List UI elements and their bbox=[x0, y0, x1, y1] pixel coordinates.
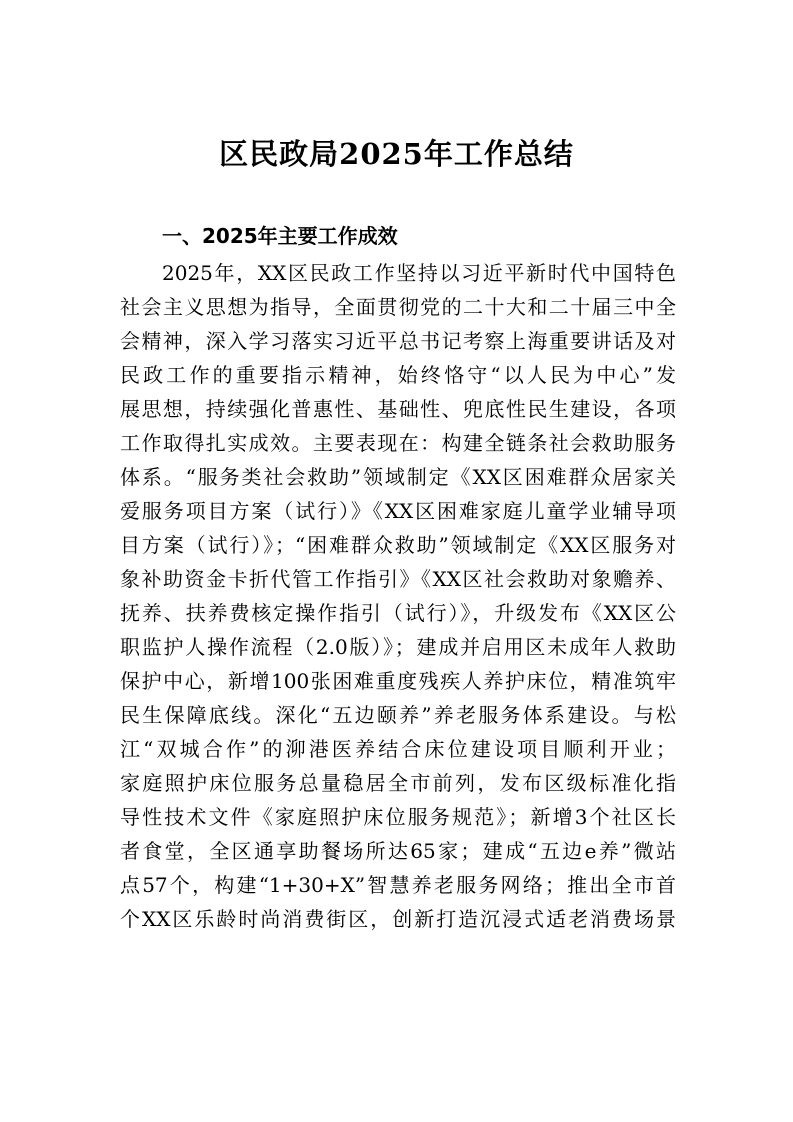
body-line: 社会主义思想为指导，全面贯彻党的二十大和二十届三中全 bbox=[120, 295, 676, 319]
section-heading: 一、2025年主要工作成效 bbox=[162, 224, 398, 248]
body-line: 家庭照护床位服务总量稳居全市前列，发布区级标准化指 bbox=[120, 771, 676, 795]
body-line: 导性技术文件《家庭照护床位服务规范》；新增3个社区长 bbox=[120, 805, 676, 829]
body-line: 2025年，XX区民政工作坚持以习近平新时代中国特色 bbox=[162, 261, 676, 285]
body-paragraph bbox=[120, 256, 676, 936]
body-line: 工作取得扎实成效。主要表现在：构建全链条社会救助服务 bbox=[120, 431, 676, 455]
body-line: 体系。“服务类社会救助”领域制定《XX区困难群众居家关 bbox=[120, 465, 676, 489]
body-line: 会精神，深入学习落实习近平总书记考察上海重要讲话及对 bbox=[120, 329, 676, 353]
document-title: 区民政局2025年工作总结 bbox=[219, 137, 574, 171]
body-line: 个XX区乐龄时尚消费街区，创新打造沉浸式适老消费场景 bbox=[120, 907, 676, 931]
body-line: 目方案（试行）》；“困难群众救助”领域制定《XX区服务对 bbox=[120, 533, 676, 557]
body-line: 象补助资金卡折代管工作指引》《XX区社会救助对象赡养、 bbox=[120, 567, 676, 591]
body-line: 点57个，构建“1+30+X”智慧养老服务网络；推出全市首 bbox=[120, 873, 676, 897]
body-line: 职监护人操作流程（2.0版）》；建成并启用区未成年人救助 bbox=[120, 635, 676, 659]
body-line: 保护中心，新增100张困难重度残疾人养护床位，精准筑牢 bbox=[120, 669, 676, 693]
body-line: 抚养、扶养费核定操作指引（试行）》，升级发布《XX区公 bbox=[120, 601, 676, 625]
body-line: 江“双城合作”的泖港医养结合床位建设项目顺利开业； bbox=[120, 737, 676, 761]
body-line: 者食堂，全区通享助餐场所达65家；建成“五边e养”微站 bbox=[120, 839, 676, 863]
body-line: 展思想，持续强化普惠性、基础性、兜底性民生建设，各项 bbox=[120, 397, 676, 421]
body-line: 民生保障底线。深化“五边颐养”养老服务体系建设。与松 bbox=[120, 703, 676, 727]
body-line: 民政工作的重要指示精神，始终恪守“以人民为中心”发 bbox=[120, 363, 676, 387]
body-line: 爱服务项目方案（试行）》《XX区困难家庭儿童学业辅导项 bbox=[120, 499, 676, 523]
